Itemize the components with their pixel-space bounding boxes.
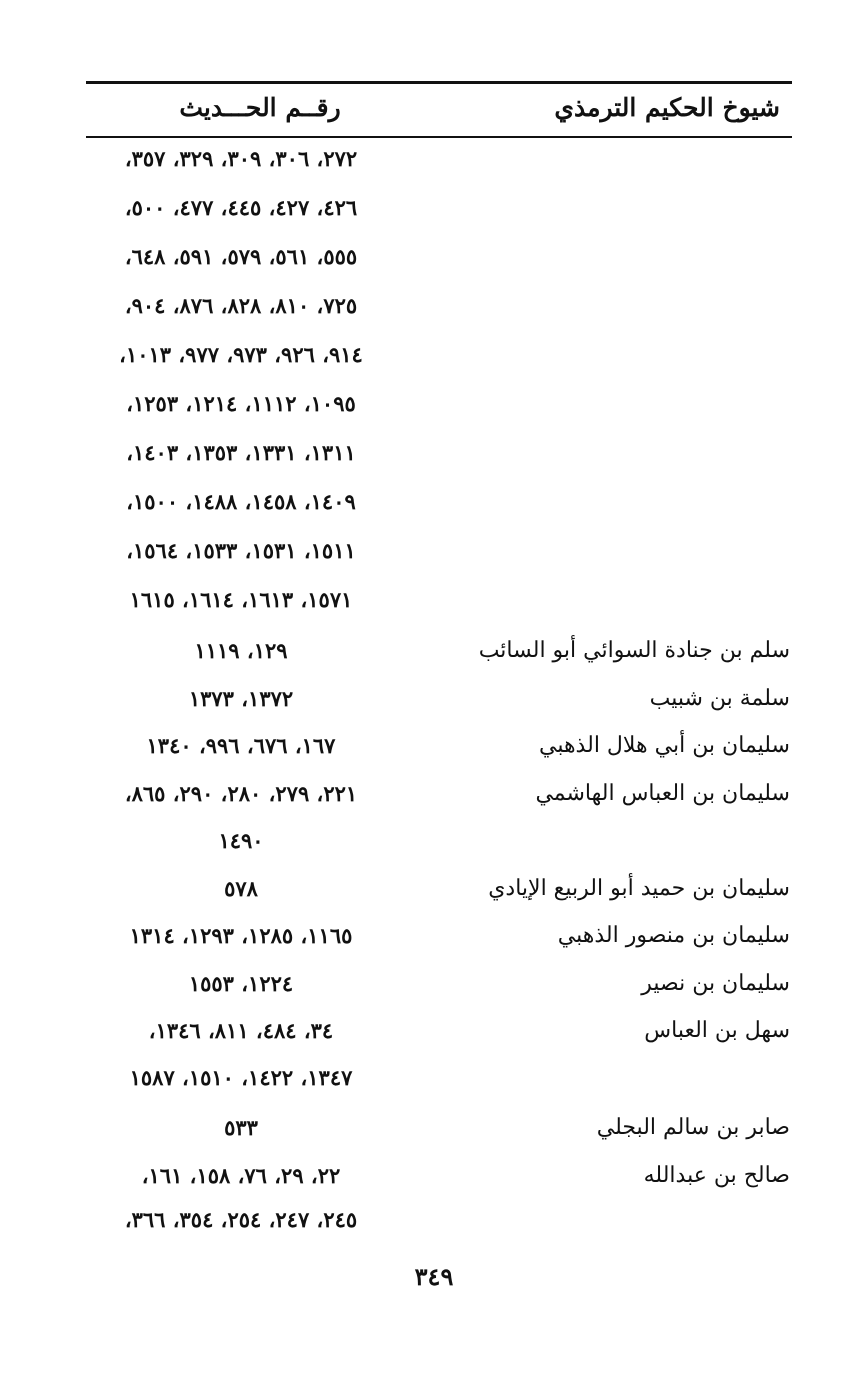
hadith-numbers: ١٦٧، ٦٧٦، ٩٩٦، ١٣٤٠	[146, 733, 336, 758]
narrator-name: صابر بن سالم البجلي	[596, 1115, 790, 1140]
hadith-numbers: ١٢٩، ١١١٩	[194, 638, 288, 663]
hadith-numbers: ١٠٩٥، ١١١٢، ١٢١٤، ١٢٥٣،	[126, 391, 356, 416]
hadith-numbers: ١٥١١، ١٥٣١، ١٥٣٣، ١٥٦٤،	[126, 538, 356, 563]
entry-row	[86, 681, 792, 717]
hadith-numbers: ٢٢، ٢٩، ٧٦، ١٥٨، ١٦١،	[141, 1163, 341, 1188]
page-number: ٣٤٩	[414, 1262, 454, 1291]
hadith-numbers: ٥٣٣	[224, 1115, 258, 1140]
entry-row	[86, 1060, 792, 1096]
entry-row	[86, 337, 792, 373]
entry-row	[86, 190, 792, 226]
entry-row	[86, 288, 792, 324]
hadith-numbers: ٢٢١، ٢٧٩، ٢٨٠، ٢٩٠، ٨٦٥،	[124, 781, 358, 806]
hadith-numbers: ٣٤، ٤٨٤، ٨١١، ١٣٤٦،	[148, 1018, 334, 1043]
narrator-name: سليمان بن حميد أبو الربيع الإيادي	[488, 876, 790, 901]
hadith-numbers: ١٣٤٧، ١٤٢٢، ١٥١٠، ١٥٨٧	[129, 1065, 353, 1090]
entry-row	[86, 1202, 792, 1238]
numbers-column-header: رقــم الحـــديث	[179, 93, 341, 122]
narrator-name: سلمة بن شبيب	[649, 686, 790, 711]
hadith-numbers: ١٣١١، ١٣٣١، ١٣٥٣، ١٤٠٣،	[126, 440, 356, 465]
narrator-name: سليمان بن منصور الذهبي	[557, 923, 790, 948]
entry-row	[86, 823, 792, 859]
hadith-numbers: ١١٦٥، ١٢٨٥، ١٢٩٣، ١٣١٤	[129, 923, 353, 948]
hadith-numbers: ٧٢٥، ٨١٠، ٨٢٨، ٨٧٦، ٩٠٤،	[124, 293, 358, 318]
entry-row	[86, 239, 792, 275]
entry-row	[86, 966, 792, 1002]
top-rule	[86, 81, 792, 84]
entry-row	[86, 1110, 792, 1146]
hadith-numbers: ١٣٧٢، ١٣٧٣	[188, 686, 294, 711]
header-rule	[86, 136, 792, 138]
hadith-numbers: ٥٧٨	[224, 876, 258, 901]
entry-row	[86, 728, 792, 764]
entry-row	[86, 533, 792, 569]
narrator-name: سليمان بن أبي هلال الذهبي	[538, 733, 790, 758]
narrator-name: سهل بن العباس	[644, 1018, 790, 1043]
hadith-numbers: ٢٧٢، ٣٠٦، ٣٠٩، ٣٢٩، ٣٥٧،	[124, 146, 358, 171]
entry-row	[86, 871, 792, 907]
hadith-numbers: ٩١٤، ٩٢٦، ٩٧٣، ٩٧٧، ١٠١٣،	[119, 342, 363, 367]
hadith-numbers: ١٥٧١، ١٦١٣، ١٦١٤، ١٦١٥	[129, 587, 353, 612]
narrator-name: سليمان بن نصير	[641, 971, 790, 996]
entry-row	[86, 1013, 792, 1049]
hadith-numbers: ٥٥٥، ٥٦١، ٥٧٩، ٥٩١، ٦٤٨،	[124, 244, 358, 269]
narrator-name: سلم بن جنادة السوائي أبو السائب	[478, 638, 790, 663]
hadith-numbers: ١٢٢٤، ١٥٥٣	[188, 971, 294, 996]
hadith-numbers: ١٤٠٩، ١٤٥٨، ١٤٨٨، ١٥٠٠،	[126, 489, 356, 514]
narrator-name: صالح بن عبدالله	[643, 1163, 790, 1188]
names-column-header: شيوخ الحكيم الترمذي	[554, 93, 780, 122]
entry-row	[86, 918, 792, 954]
entry-row	[86, 633, 792, 669]
hadith-numbers: ١٤٩٠	[218, 828, 264, 853]
hadith-numbers: ٤٢٦، ٤٢٧، ٤٤٥، ٤٧٧، ٥٠٠،	[124, 195, 358, 220]
entry-row	[86, 776, 792, 812]
entry-row	[86, 1158, 792, 1194]
entry-row	[86, 435, 792, 471]
entry-row	[86, 141, 792, 177]
entry-row	[86, 582, 792, 618]
entry-row	[86, 484, 792, 520]
entry-row	[86, 386, 792, 422]
narrator-name: سليمان بن العباس الهاشمي	[535, 781, 790, 806]
hadith-numbers: ٢٤٥، ٢٤٧، ٢٥٤، ٣٥٤، ٣٦٦،	[124, 1207, 358, 1232]
